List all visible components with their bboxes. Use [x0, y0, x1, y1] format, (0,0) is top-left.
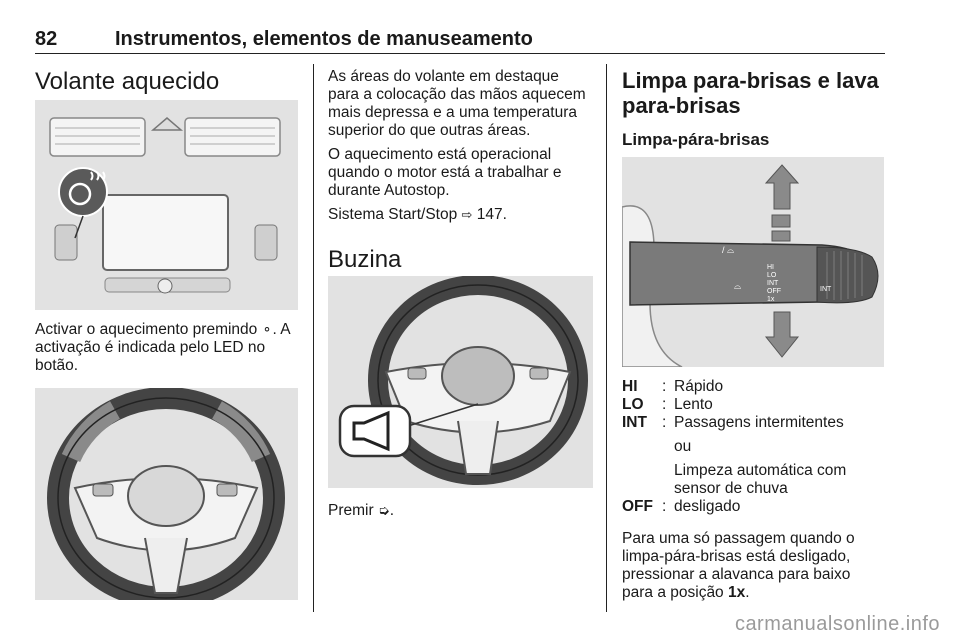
position-separator: :: [662, 378, 667, 395]
heated-wheel-instruction: [35, 321, 300, 375]
single-wipe-position: 1x: [728, 584, 746, 601]
column-wipers: [622, 64, 884, 150]
watermark: carmanualsonline.info: [734, 613, 940, 635]
position-rain-sensor: Limpeza automática com sensor de chuva: [674, 462, 847, 497]
lever-label-auto: INT: [820, 286, 832, 293]
single-wipe-instruction: [622, 530, 884, 602]
column-heated-wheel: [35, 64, 300, 95]
lever-label-lo: LO: [767, 272, 777, 279]
page-reference-arrow-icon: ⇨: [461, 207, 473, 222]
position-value: Rápido: [674, 378, 724, 395]
position-separator: :: [662, 414, 667, 431]
heating-operational-text: O aquecimento está operacional quando o motor está a trabalhar e durante Autostop.: [328, 146, 562, 199]
wiper-positions-table: [622, 378, 884, 602]
heated-steering-wheel-icon: ⚬: [261, 322, 273, 337]
heated-steering-wheel-figure: [35, 388, 298, 600]
start-stop-reference: [328, 206, 593, 224]
subheading-wipers: Limpa-pára-brisas: [622, 130, 770, 149]
svg-text:⌓: ⌓: [734, 281, 742, 291]
lever-label-off: OFF: [767, 288, 781, 295]
wiper-position-row: [622, 498, 884, 516]
horn-steering-wheel-figure: [328, 276, 593, 488]
column-divider-2: [606, 64, 607, 612]
wiper-position-row: [622, 414, 884, 432]
position-separator: :: [662, 498, 667, 515]
position-key: LO: [622, 396, 644, 413]
position-value: Passagens intermitentes: [674, 414, 844, 431]
lever-label-int: INT: [767, 280, 779, 287]
dashboard-figure: [35, 100, 298, 310]
heated-zones-text: As áreas do volante em destaque para a colocação das mãos aquecem mais depressa e a uma temperatura superior do que outras áreas.: [328, 68, 586, 139]
svg-text:/ ⌓: / ⌓: [722, 245, 735, 255]
instruction-text-end: . A activação é indicada pelo LED no botão.: [35, 321, 290, 374]
position-value: Lento: [674, 396, 713, 413]
position-separator: :: [662, 396, 667, 413]
section-heading-wipers: Limpa para-brisas e lava para-brisas: [622, 68, 879, 118]
column-divider-1: [313, 64, 314, 612]
position-key: INT: [622, 414, 647, 431]
instruction-text-start: Activar o aquecimento premindo: [35, 321, 262, 338]
position-key: OFF: [622, 498, 653, 515]
wiper-lever-figure: [622, 157, 884, 367]
position-value: desligado: [674, 498, 741, 515]
section-heading-heated-wheel: Volante aquecido: [35, 68, 220, 95]
reference-text: Sistema Start/Stop: [328, 206, 462, 223]
horn-text-end: .: [389, 502, 394, 519]
reference-page: 147.: [472, 206, 507, 223]
column-horn: [328, 64, 593, 273]
lever-label-hi: HI: [767, 264, 774, 271]
running-title: Instrumentos, elementos de manuseamento: [115, 28, 533, 50]
wiper-position-row: [622, 378, 884, 396]
single-wipe-end: .: [745, 584, 750, 601]
horn-text-start: Premir: [328, 502, 378, 519]
single-wipe-text: Para uma só passagem quando o limpa-pára-brisas está desligado, pressionar a alavanca para baixo para a posição: [622, 530, 855, 601]
horn-instruction: [328, 501, 394, 520]
page-header: [35, 28, 885, 54]
page-number: 82: [35, 28, 58, 50]
section-heading-horn: Buzina: [328, 246, 402, 273]
position-key: HI: [622, 378, 638, 395]
position-alternative: ou: [674, 438, 692, 455]
lever-label-1x: 1x: [767, 296, 775, 303]
horn-icon: ➭: [377, 502, 390, 518]
wiper-position-row: [622, 396, 884, 414]
